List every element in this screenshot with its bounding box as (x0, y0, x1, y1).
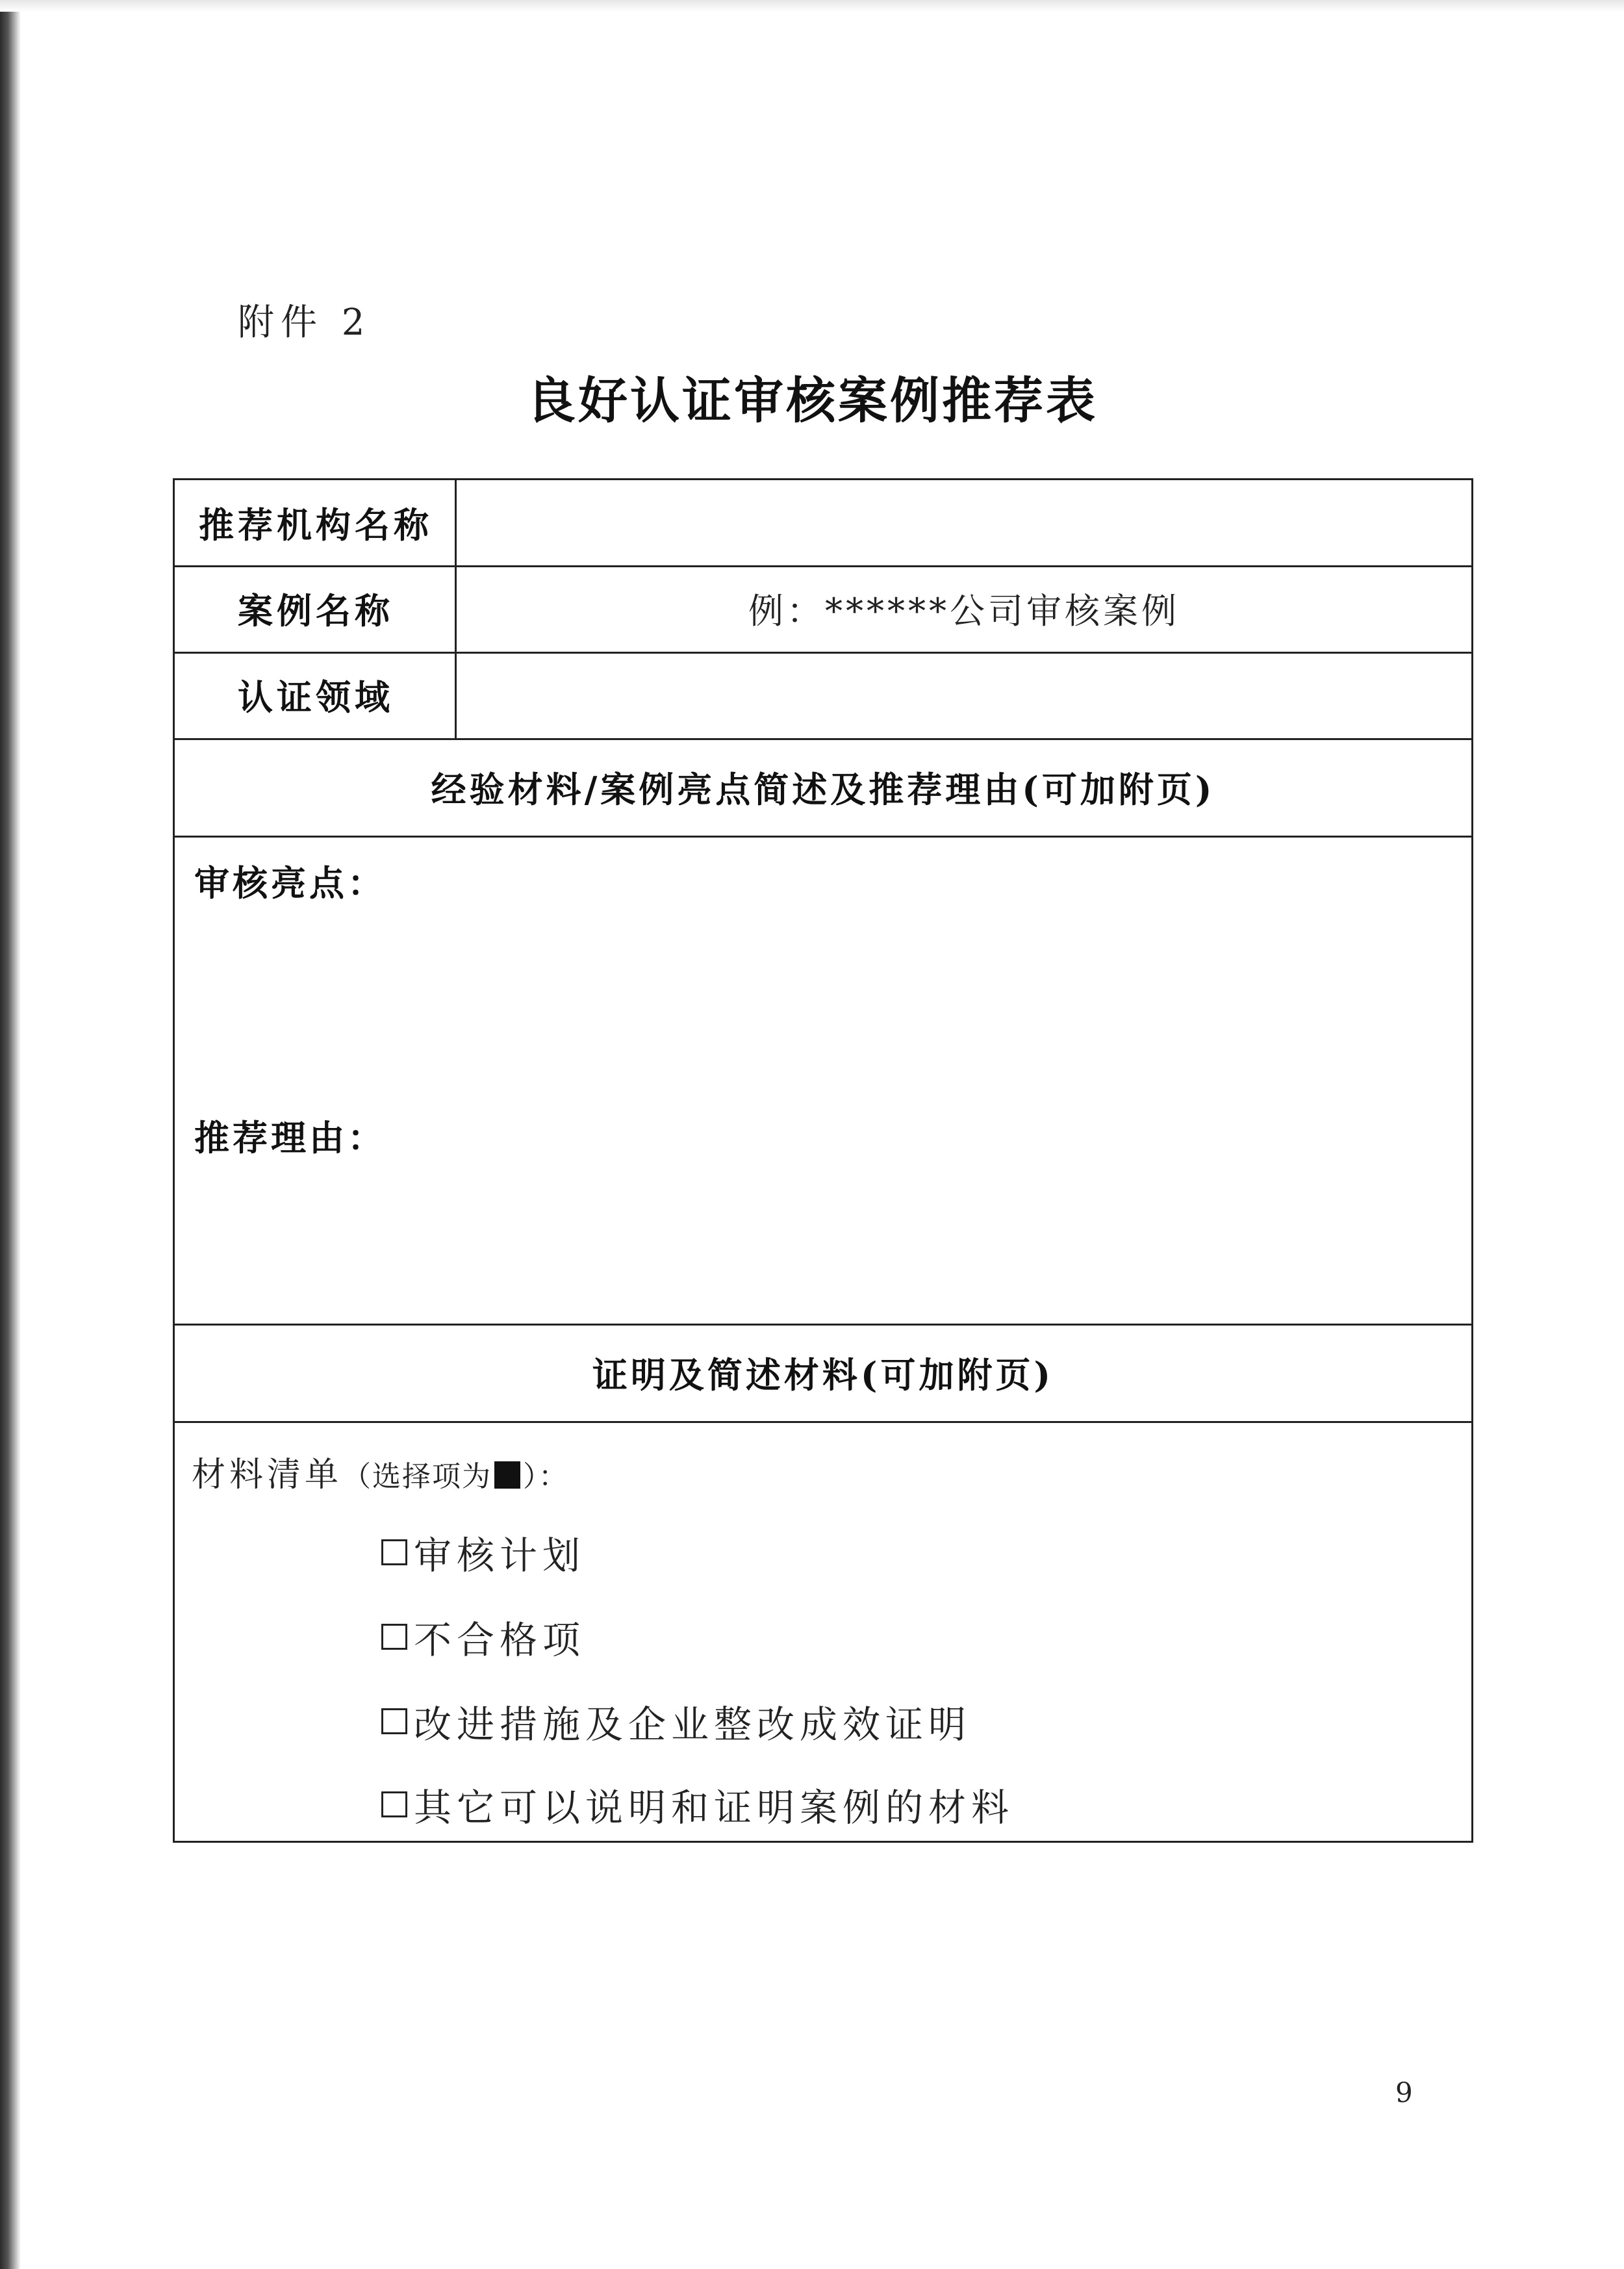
filled-checkbox-icon (494, 1461, 520, 1489)
form-title: 良好认证审核案例推荐表 (526, 372, 1098, 429)
checkbox-icon[interactable] (381, 1708, 407, 1734)
material-item[interactable] (381, 1777, 1014, 1832)
material-item[interactable] (381, 1694, 971, 1749)
material-item-label: 审核计划 (414, 1533, 586, 1578)
case-name-field[interactable]: 例：******公司审核案例 (748, 591, 1180, 632)
material-item[interactable] (381, 1525, 585, 1580)
case-name-label: 案例名称 (238, 590, 394, 632)
attachment-label: 附件 2 (238, 301, 372, 344)
reasons-label: 推荐理由： (194, 1117, 386, 1159)
proof-section-heading: 证明及简述材料(可加附页) (592, 1353, 1054, 1396)
scan-edge-top (0, 0, 1624, 12)
material-list-note-open: （选择项为 (342, 1460, 492, 1493)
page-number: 9 (1395, 2077, 1413, 2109)
checkbox-icon[interactable] (381, 1624, 407, 1650)
recommendation-form (173, 478, 1473, 1843)
row-divider (175, 836, 1471, 838)
org-name-label: 推荐机构名称 (199, 504, 433, 546)
material-item-label: 其它可以说明和证明案例的材料 (414, 1786, 1015, 1830)
scan-edge (0, 0, 21, 2269)
material-item-label: 不合格项 (414, 1618, 586, 1662)
material-item-label: 改进措施及企业整改成效证明 (414, 1702, 972, 1747)
row-divider (175, 1421, 1471, 1423)
highlights-label: 审核亮点： (194, 862, 386, 904)
checkbox-icon[interactable] (381, 1539, 407, 1565)
certification-field-label: 认证领域 (238, 676, 394, 718)
material-item[interactable] (381, 1609, 585, 1664)
certification-field-value[interactable] (457, 652, 1471, 738)
material-list-title-text: 材料清单 (192, 1455, 343, 1494)
org-name-field[interactable] (457, 480, 1471, 565)
material-list-note-close: ）： (523, 1460, 569, 1493)
experience-section-heading: 经验材料/案例亮点简述及推荐理由(可加附页) (431, 768, 1215, 810)
checkbox-icon[interactable] (381, 1791, 407, 1817)
material-list-title (192, 1447, 568, 1496)
